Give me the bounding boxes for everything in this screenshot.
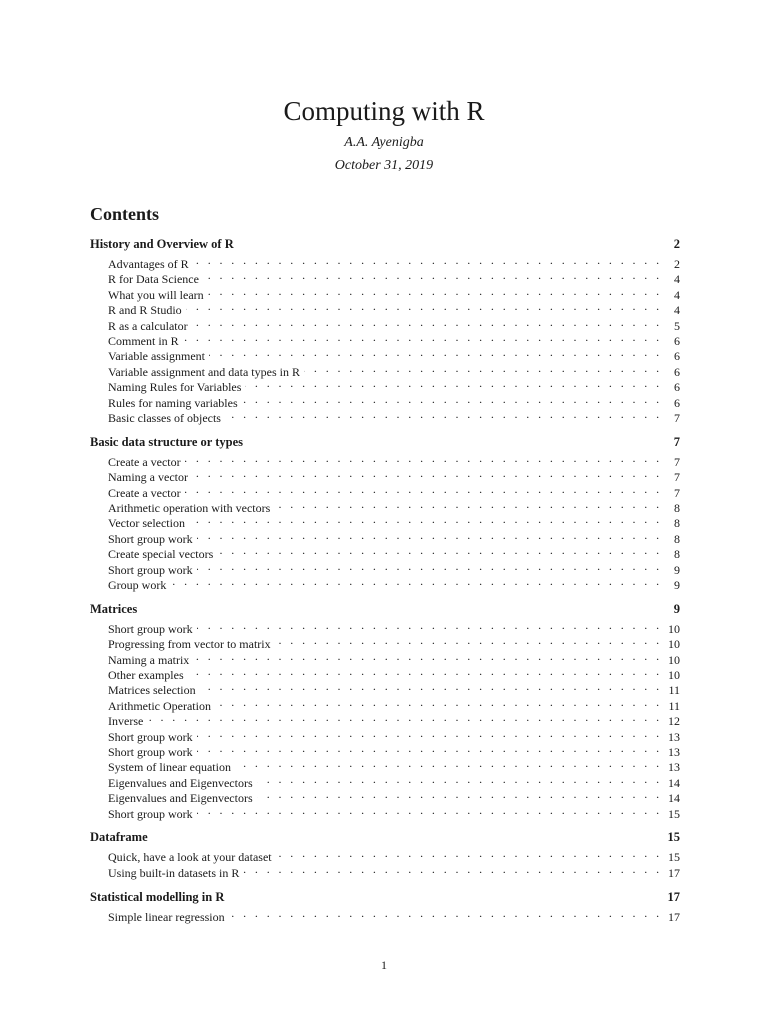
toc-entry-title: Arithmetic Operation xyxy=(108,698,211,713)
toc-entry-page: 8 xyxy=(674,547,680,562)
toc-entry-title: Variable assignment xyxy=(108,349,205,364)
toc-dot-leader xyxy=(193,649,662,664)
toc-entry-title: What you will learn xyxy=(108,287,204,302)
toc-dot-leader xyxy=(193,253,662,268)
toc-entry-title: Short group work xyxy=(108,531,193,546)
toc-entry-title: Short group work xyxy=(108,729,193,744)
toc-entry-page: 2 xyxy=(674,257,680,271)
toc-entry-page: 14 xyxy=(668,791,680,806)
toc-entry[interactable] xyxy=(90,906,680,924)
toc-entry-page: 7 xyxy=(674,470,680,485)
toc-dot-leader xyxy=(197,741,662,756)
toc-entry-page: 10 xyxy=(668,667,680,682)
toc-section-page: 9 xyxy=(673,601,680,616)
toc-dot-leader xyxy=(257,787,662,802)
toc-entry-title: Naming a vector xyxy=(108,470,188,485)
toc-entry-page: 7 xyxy=(674,454,680,469)
toc-entry-page: 7 xyxy=(674,410,680,425)
toc-section-entry[interactable] xyxy=(90,236,680,253)
toc-entry-title: Short group work xyxy=(108,806,193,821)
toc-section xyxy=(90,601,680,821)
toc-entry-page: 15 xyxy=(668,850,680,865)
toc-entry-page: 17 xyxy=(668,865,680,880)
toc-entry-title: Create a vector xyxy=(108,485,181,500)
toc-section-page: 17 xyxy=(667,889,680,904)
contents-heading: Contents xyxy=(90,204,160,224)
toc-entry-title: Quick, have a look at your dataset xyxy=(108,850,272,865)
toc-entry-page: 13 xyxy=(668,729,680,744)
toc-dot-leader xyxy=(215,695,662,710)
toc-entry-page: 13 xyxy=(668,744,680,759)
toc-section xyxy=(90,829,680,880)
toc-section-title: Matrices xyxy=(90,601,138,616)
toc-dot-leader xyxy=(243,862,662,877)
toc-entry[interactable] xyxy=(90,253,680,271)
toc-dot-leader xyxy=(257,772,662,787)
toc-entry-page: 8 xyxy=(674,500,680,515)
toc-entry-title: Eigenvalues and Eigenvectors xyxy=(108,791,253,806)
toc-entry-title: Basic classes of objects xyxy=(108,410,221,425)
toc-entry-page: 14 xyxy=(668,775,680,790)
toc-dot-leader xyxy=(208,284,662,299)
toc-entry-page: 10 xyxy=(668,637,680,652)
toc-entry-title: Create special vectors xyxy=(108,547,214,562)
toc-entry-title: Group work xyxy=(108,577,167,592)
toc-entry-page: 15 xyxy=(668,806,680,821)
toc-entry-title: Short group work xyxy=(108,562,193,577)
toc-entry-title: Progressing from vector to matrix xyxy=(108,637,271,652)
toc-entry[interactable] xyxy=(90,710,680,729)
toc-entry-page: 6 xyxy=(674,380,680,395)
toc-dot-leader xyxy=(197,559,662,574)
toc-entry-title: Comment in R xyxy=(108,333,179,348)
toc-dot-leader xyxy=(203,268,662,283)
toc-entry[interactable] xyxy=(90,451,680,469)
toc-section-entry[interactable] xyxy=(90,829,680,846)
toc-dot-leader xyxy=(217,543,662,558)
toc-section-title: Dataframe xyxy=(90,830,148,845)
toc-entry-page: 5 xyxy=(674,318,680,333)
toc-dot-leader xyxy=(197,618,662,633)
toc-entry-title: Vector selection xyxy=(108,516,185,531)
toc-entry-page: 8 xyxy=(674,531,680,546)
toc-entry-title: Simple linear regression xyxy=(108,909,225,924)
toc-entry-title: Advantages of R xyxy=(108,257,189,271)
toc-entry-page: 4 xyxy=(674,287,680,302)
toc-dot-leader xyxy=(192,315,662,330)
toc-dot-leader xyxy=(245,376,662,391)
toc-dot-leader xyxy=(209,345,662,360)
toc-dot-leader xyxy=(147,710,662,725)
toc-entry-page: 6 xyxy=(674,395,680,410)
toc-dot-leader xyxy=(170,574,662,589)
toc-entry-page: 9 xyxy=(674,577,680,592)
toc-entry-page: 11 xyxy=(668,698,680,713)
toc-dot-leader xyxy=(275,633,662,648)
toc-entry-title: Short group work xyxy=(108,621,193,636)
toc-entry-page: 13 xyxy=(668,760,680,775)
toc-entry-page: 12 xyxy=(668,714,680,729)
toc-entry-page: 9 xyxy=(674,562,680,577)
toc-entry-title: Naming a matrix xyxy=(108,652,190,667)
toc-entry-title: R for Data Science xyxy=(108,272,199,287)
toc-section-page: 15 xyxy=(667,830,680,845)
toc-dot-leader xyxy=(186,299,662,314)
toc-entry[interactable] xyxy=(90,726,680,744)
toc-dot-leader xyxy=(189,512,662,527)
toc-dot-leader xyxy=(225,407,662,422)
toc-entry-title: Using built-in datasets in R xyxy=(108,865,240,880)
document-title: Computing with R xyxy=(283,96,485,126)
toc-dot-leader xyxy=(274,497,662,512)
toc-entry-page: 8 xyxy=(674,516,680,531)
toc-dot-leader xyxy=(197,803,662,818)
toc-section-page: 2 xyxy=(673,237,680,251)
toc-dot-leader xyxy=(185,482,662,497)
toc-dot-leader xyxy=(229,906,662,921)
toc-entry-title: Eigenvalues and Eigenvectors xyxy=(108,775,253,790)
toc-entry-page: 6 xyxy=(674,349,680,364)
toc-dot-leader xyxy=(188,664,662,679)
toc-section xyxy=(90,889,680,924)
toc-dot-leader xyxy=(183,330,662,345)
toc-dot-leader xyxy=(235,756,662,771)
toc-entry-title: Short group work xyxy=(108,744,193,759)
toc-section-title: Statistical modelling in R xyxy=(90,889,225,904)
toc-section-title: History and Overview of R xyxy=(90,237,234,251)
toc-entry-title: System of linear equation xyxy=(108,760,231,775)
toc-dot-leader xyxy=(197,726,662,741)
document-author: A.A. Ayenigba xyxy=(344,135,424,150)
toc-entry-page: 17 xyxy=(668,909,680,924)
toc-entry-page: 6 xyxy=(674,333,680,348)
toc-entry-page: 10 xyxy=(668,652,680,667)
toc-entry-page: 7 xyxy=(674,485,680,500)
toc-entry[interactable] xyxy=(90,618,680,636)
toc-dot-leader xyxy=(192,466,662,481)
toc-section-entry[interactable] xyxy=(90,889,680,906)
toc-entry-page: 11 xyxy=(668,683,680,698)
table-of-contents xyxy=(90,236,680,933)
toc-dot-leader xyxy=(185,451,662,466)
toc-section-entry[interactable] xyxy=(90,434,680,451)
toc-entry-page: 4 xyxy=(674,303,680,318)
toc-dot-leader xyxy=(304,361,662,376)
page-number: 1 xyxy=(381,958,387,972)
toc-section-page: 7 xyxy=(673,434,680,449)
toc-entry-page: 4 xyxy=(674,272,680,287)
toc-section xyxy=(90,434,680,590)
toc-entry-title: Arithmetic operation with vectors xyxy=(108,500,271,515)
toc-dot-leader xyxy=(200,679,662,694)
toc-dot-leader xyxy=(276,846,662,861)
toc-entry-title: R as a calculator xyxy=(108,318,188,333)
toc-entry-title: Rules for naming variables xyxy=(108,395,238,410)
toc-entry-title: Naming Rules for Variables xyxy=(108,380,242,395)
toc-entry-title: Matrices selection xyxy=(108,683,196,698)
toc-dot-leader xyxy=(242,392,662,407)
toc-entry-page: 6 xyxy=(674,364,680,379)
document-date: October 31, 2019 xyxy=(334,158,434,173)
toc-dot-leader xyxy=(197,528,662,543)
toc-section-title: Basic data structure or types xyxy=(90,434,243,449)
toc-entry-title: Variable assignment and data types in R xyxy=(108,364,300,379)
toc-section xyxy=(90,236,680,425)
toc-section-entry[interactable] xyxy=(90,601,680,618)
toc-entry-title: Inverse xyxy=(108,714,144,729)
toc-entry[interactable] xyxy=(90,846,680,865)
toc-entry[interactable] xyxy=(90,574,680,592)
toc-entry-page: 10 xyxy=(668,621,680,636)
toc-entry-title: Other examples xyxy=(108,667,184,682)
toc-entry-title: Create a vector xyxy=(108,454,181,469)
toc-entry-title: R and R Studio xyxy=(108,303,182,318)
